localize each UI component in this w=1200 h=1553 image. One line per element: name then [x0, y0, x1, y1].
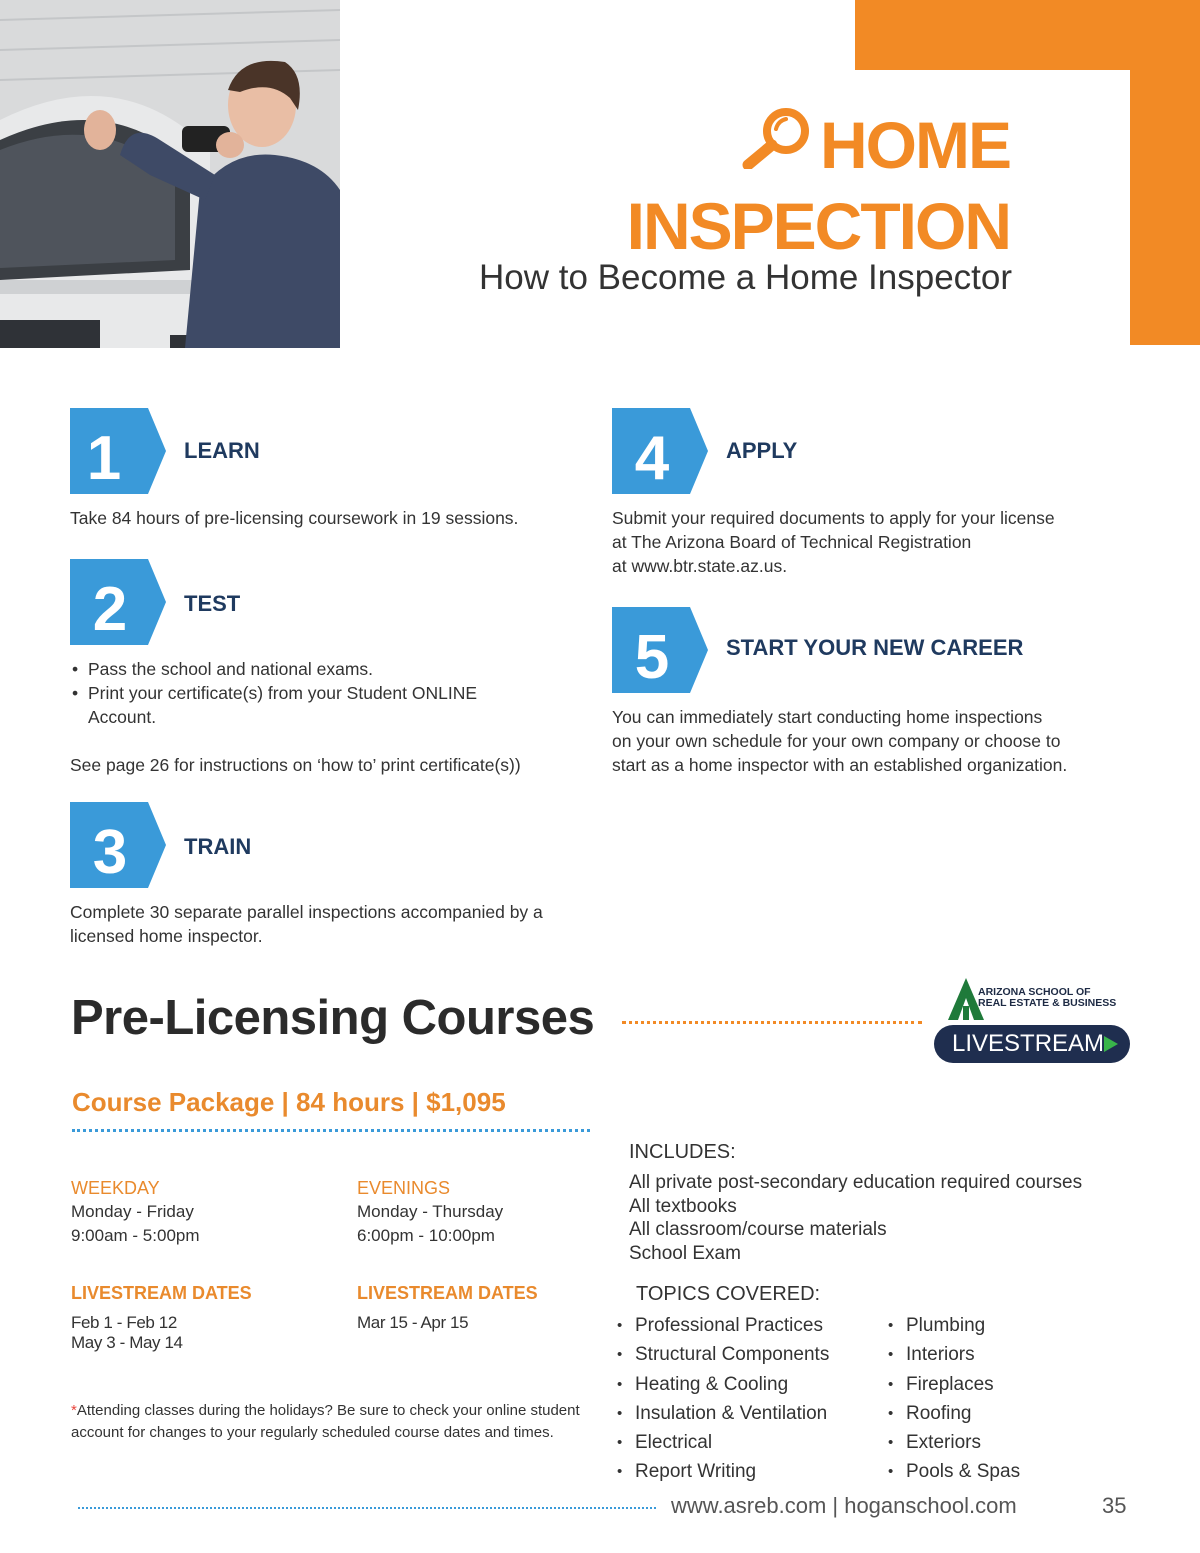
list-item: • Heating & Cooling [617, 1370, 829, 1399]
step-number-badge [70, 408, 166, 494]
text-line: at www.btr.state.az.us. [612, 556, 788, 576]
list-item: • Professional Practices [617, 1311, 829, 1340]
page-title [560, 108, 1010, 263]
step-description [612, 705, 1152, 777]
step-start-career [612, 607, 1152, 787]
footer-divider [78, 1507, 656, 1509]
list-item: • Report Writing [617, 1457, 829, 1486]
step-title: APPLY [726, 438, 798, 463]
magnifying-glass-icon [740, 107, 814, 183]
header-photo [0, 0, 340, 348]
text-line: at The Arizona Board of Technical Registration [612, 532, 972, 552]
title-inspection: INSPECTION [626, 188, 1010, 263]
step-number: 3 [92, 818, 128, 887]
livestream-dates-heading: LIVESTREAM DATES [71, 1283, 252, 1303]
step-description [612, 506, 1132, 578]
evenings-schedule: Monday - Thursday 6:00pm - 10:00pm [357, 1202, 504, 1245]
topics-list-right [888, 1311, 1020, 1487]
list-item: • Insulation & Ventilation [617, 1399, 829, 1428]
step-number-badge [612, 607, 708, 693]
livestream-dates-heading: LIVESTREAM DATES [357, 1283, 538, 1303]
logo-text: ARIZONA SCHOOL OF REAL ESTATE & BUSINESS [978, 986, 1117, 1009]
text-line: start as a home inspector with an established organization. [612, 755, 1068, 775]
step-number-badge [70, 559, 166, 645]
page-number: 35 [1102, 1493, 1127, 1518]
text-line: You can immediately start conducting home inspections [612, 707, 1043, 727]
list-item: • Pools & Spas [888, 1457, 1020, 1486]
holiday-note: *Attending classes during the holidays? Be sure to check your online student account for changes to your regularly scheduled course dates and times. [71, 1402, 580, 1441]
weekday-schedule: Monday - Friday 9:00am - 5:00pm [71, 1202, 200, 1245]
school-logo [932, 976, 1132, 1066]
list-item: All private post-secondary education required courses [629, 1172, 1083, 1193]
includes-list [629, 1171, 1082, 1265]
step-train [70, 802, 590, 952]
step-number: 1 [86, 424, 122, 493]
livestream-dates: Mar 15 - Apr 15 [357, 1313, 469, 1332]
step-note: See page 26 for instructions on ‘how to’ print certificate(s)) [70, 755, 521, 775]
list-item: • Roofing [888, 1399, 1020, 1428]
step-description: Complete 30 separate parallel inspections accompanied by a licensed home inspector. [70, 902, 543, 946]
play-icon [1104, 1036, 1118, 1052]
footer-links[interactable]: www.asreb.com | hoganschool.com [671, 1493, 1017, 1518]
title-home: HOME [820, 108, 1010, 182]
step-title: START YOUR NEW CAREER [726, 635, 1024, 660]
step-test [70, 559, 600, 789]
step-number: 4 [634, 424, 670, 493]
topics-list-left [617, 1311, 829, 1487]
step-number-badge [70, 802, 166, 888]
step-description: Take 84 hours of pre-licensing coursework in 19 sessions. [70, 508, 519, 528]
list-item: School Exam [629, 1242, 741, 1264]
livestream-button[interactable] [934, 1025, 1130, 1063]
list-item: • Pass the school and national exams. [70, 657, 540, 681]
list-item: • Structural Components [617, 1340, 829, 1369]
step-title: LEARN [184, 438, 260, 463]
livestream-dates: Feb 1 - Feb 12 May 3 - May 14 [71, 1313, 183, 1352]
topics-heading: TOPICS COVERED: [636, 1283, 821, 1305]
course-package: Course Package | 84 hours | $1,095 [72, 1087, 506, 1117]
text-line: Submit your required documents to apply for your license [612, 508, 1055, 528]
section-title: Pre-Licensing Courses [71, 991, 595, 1045]
step-number: 2 [92, 575, 128, 644]
step-learn [70, 408, 590, 538]
step-number: 5 [634, 623, 670, 692]
livestream-label: LIVESTREAM [952, 1030, 1105, 1057]
list-item: • Electrical [617, 1428, 829, 1457]
list-item: • Interiors [888, 1340, 1020, 1369]
step-bullets [70, 657, 540, 729]
list-item: • Exteriors [888, 1428, 1020, 1457]
list-item: • Print your certificate(s) from your Student ONLINE Account. [70, 681, 540, 729]
dotted-divider [72, 1129, 590, 1132]
step-number-badge [612, 408, 708, 494]
list-item: All textbooks [629, 1195, 737, 1217]
step-apply [612, 408, 1132, 588]
includes-heading: INCLUDES: [629, 1141, 736, 1163]
orange-corner-block [855, 0, 1200, 70]
orange-side-bar [1130, 70, 1200, 345]
list-item: • Fireplaces [888, 1370, 1020, 1399]
step-title: TEST [184, 591, 241, 616]
evenings-heading: EVENINGS [357, 1178, 451, 1198]
list-item: • Plumbing [888, 1311, 1020, 1340]
step-title: TRAIN [184, 834, 252, 859]
dotted-divider [622, 1021, 922, 1024]
weekday-heading: WEEKDAY [71, 1178, 160, 1198]
page-subtitle: How to Become a Home Inspector [478, 258, 1012, 297]
list-item: All classroom/course materials [629, 1219, 887, 1240]
text-line: on your own schedule for your own company or choose to [612, 731, 1061, 751]
